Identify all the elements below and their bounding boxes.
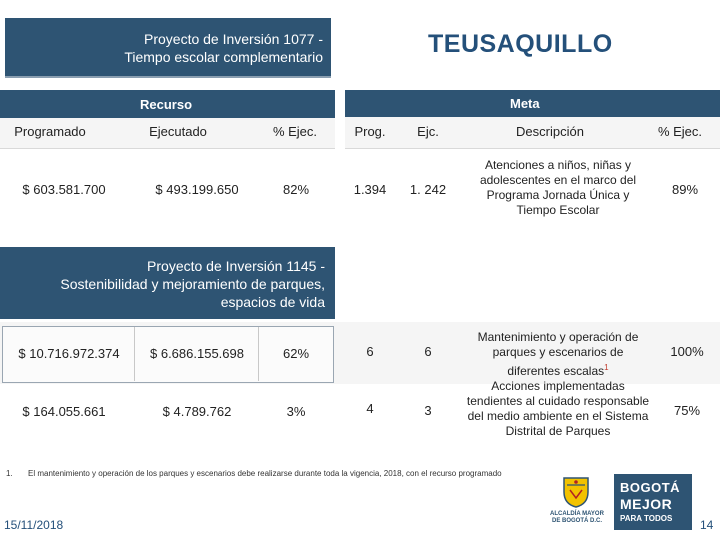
col-ejc: Ejc. — [417, 124, 439, 139]
row1-prog: 1.394 — [353, 182, 387, 197]
project-1145-title-line3: espacios de vida — [220, 294, 325, 310]
col-descripcion: Descripción — [516, 124, 584, 139]
meta-header-bar — [345, 90, 720, 117]
row3-desc-line: Acciones implementadas — [491, 379, 625, 393]
row1-programado: $ 603.581.700 — [22, 182, 106, 197]
project-1145-title-line2: Sostenibilidad y mejoramiento de parques, — [60, 276, 325, 292]
row1-ejc: 1. 242 — [409, 182, 447, 197]
footnote-ref: 1 — [604, 363, 609, 372]
footnote-number: 1. — [6, 469, 13, 478]
row2-programado: $ 10.716.972.374 — [18, 346, 120, 361]
col-programado: Programado — [14, 124, 86, 139]
alcaldia-line2: DE BOGOTÁ D.C. — [551, 518, 602, 524]
row1-desc-line: Atenciones a niños, niñas y — [484, 158, 632, 172]
row3-programado: $ 164.055.661 — [22, 404, 106, 419]
row2-desc-line-last — [458, 360, 658, 379]
project-1077-title-line1: Proyecto de Inversión 1077 - — [144, 31, 323, 47]
row3-pct: 3% — [286, 404, 306, 419]
row2-ejecutado: $ 6.686.155.698 — [150, 346, 244, 361]
row1-pct-meta: 89% — [671, 182, 699, 197]
bogota-logo-line3: PARA TODOS — [620, 514, 673, 523]
slide-date: 15/11/2018 — [4, 518, 64, 532]
row2-prog: 6 — [366, 344, 374, 359]
bogota-mejor-para-todos-logo — [614, 474, 692, 530]
row2-divider — [134, 327, 135, 381]
project-1145-title — [60, 257, 325, 311]
bogota-logo-line1: BOGOTÁ — [620, 480, 681, 495]
row2-ejc: 6 — [424, 344, 432, 359]
recurso-label: Recurso — [140, 97, 193, 112]
row1-desc-line: adolescentes en el marco del — [479, 173, 637, 187]
row1-ejecutado: $ 493.199.650 — [155, 182, 239, 197]
row3-descripcion — [452, 379, 664, 439]
alcaldia-line1: ALCALDÍA MAYOR — [550, 511, 604, 517]
row3-prog: 4 — [366, 401, 374, 416]
row3-desc-line: del medio ambiente en el Sistema — [467, 409, 649, 423]
row3-ejecutado: $ 4.789.762 — [162, 404, 232, 419]
row2-pct: 62% — [282, 346, 310, 361]
row2-desc-line: Mantenimiento y operación de — [477, 330, 639, 344]
col-pct-ejec: % Ejec. — [272, 124, 318, 139]
alcaldia-logo — [542, 474, 612, 530]
row2-pct-meta: 100% — [670, 344, 704, 359]
col-prog: Prog. — [354, 124, 386, 139]
row2-divider — [258, 327, 259, 381]
page-number: 14 — [700, 518, 714, 532]
alcaldia-caption — [542, 511, 612, 525]
recurso-header-bar — [0, 90, 335, 118]
row3-ejc: 3 — [424, 403, 432, 418]
project-1077-title-line2: Tiempo escolar complementario — [124, 49, 323, 65]
project-1145-title-box — [0, 247, 335, 319]
footnote-text: El mantenimiento y operación de los parques y escenarios debe realizarse durante toda la vigencia, 2018, con el recurso programado — [28, 469, 502, 478]
project-1077-title — [124, 30, 323, 66]
row2-desc-text: diferentes escalas — [507, 364, 605, 378]
row1-pct: 82% — [282, 182, 310, 197]
coat-of-arms-icon — [562, 476, 590, 508]
col-ejecutado: Ejecutado — [149, 124, 207, 139]
row3-desc-line: tendientes al cuidado responsable — [466, 394, 650, 408]
project-1077-title-box — [5, 18, 331, 78]
row3-pct-meta: 75% — [673, 403, 701, 418]
row2-desc-line: parques y escenarios de — [492, 345, 624, 359]
bogota-logo-line2: MEJOR — [620, 496, 673, 512]
row1-desc-line: Tiempo Escolar — [516, 203, 600, 217]
row1-descripcion — [458, 158, 658, 218]
meta-label: Meta — [510, 96, 540, 111]
row2-descripcion — [458, 330, 658, 379]
row1-desc-line: Programa Jornada Única y — [486, 188, 630, 202]
col-pct-ejec-meta: % Ejec. — [657, 124, 703, 139]
project-1145-title-line1: Proyecto de Inversión 1145 - — [147, 258, 325, 274]
row3-desc-line: Distrital de Parques — [505, 424, 611, 438]
district-title: TEUSAQUILLO — [428, 30, 613, 58]
